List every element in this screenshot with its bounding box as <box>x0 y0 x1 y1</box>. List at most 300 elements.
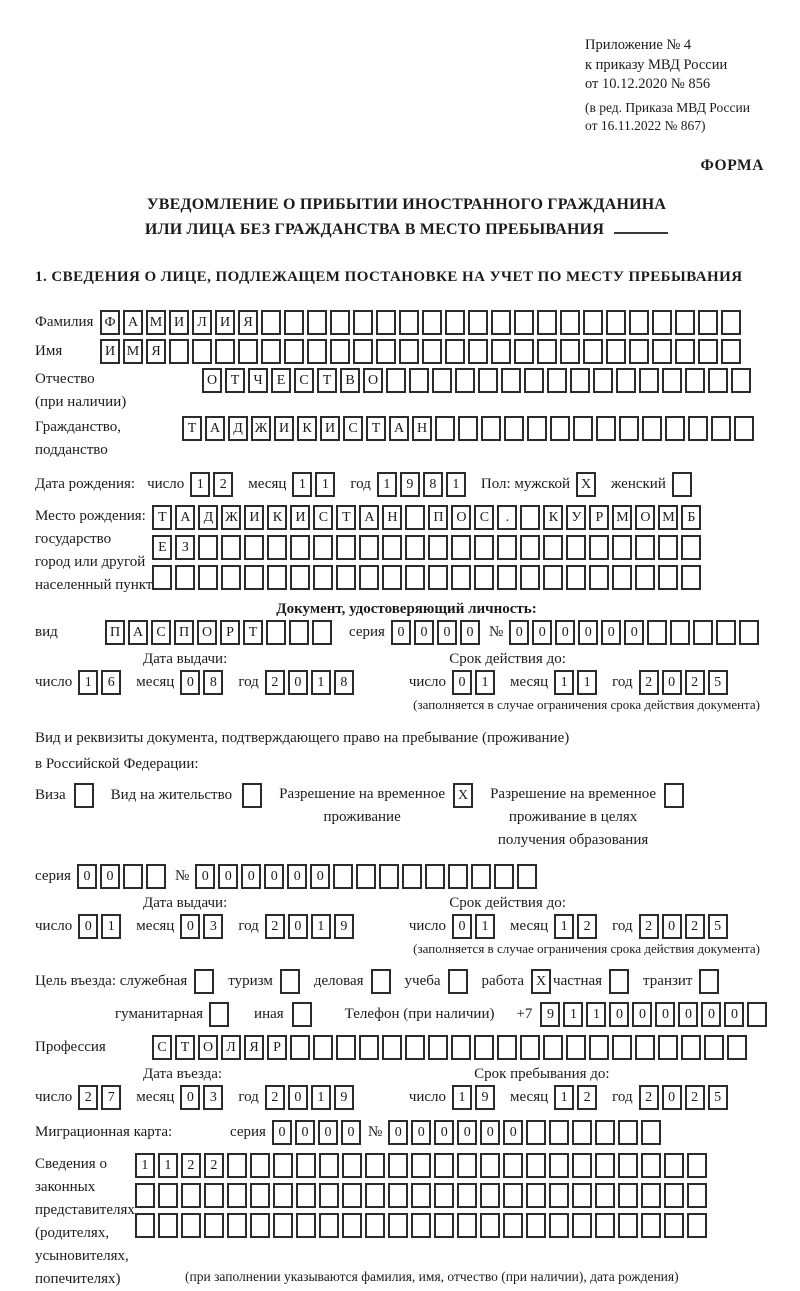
char-box[interactable] <box>175 565 195 590</box>
char-box[interactable]: И <box>320 416 340 441</box>
char-box[interactable]: 2 <box>685 1085 705 1110</box>
char-box[interactable] <box>388 1153 408 1178</box>
char-box[interactable] <box>658 535 678 560</box>
char-box[interactable] <box>376 339 396 364</box>
char-box[interactable]: 2 <box>577 1085 597 1110</box>
char-box[interactable] <box>698 310 718 335</box>
char-box[interactable] <box>451 1035 471 1060</box>
char-box[interactable]: 0 <box>662 670 682 695</box>
char-box[interactable] <box>687 1213 707 1238</box>
char-box[interactable] <box>445 310 465 335</box>
char-box[interactable] <box>290 535 310 560</box>
char-box[interactable] <box>589 565 609 590</box>
char-box[interactable] <box>727 1035 747 1060</box>
char-box[interactable] <box>428 1035 448 1060</box>
char-box[interactable]: 8 <box>423 472 443 497</box>
char-box[interactable] <box>687 1183 707 1208</box>
char-box[interactable] <box>520 1035 540 1060</box>
char-box[interactable]: 0 <box>288 1085 308 1110</box>
char-box[interactable]: 0 <box>180 670 200 695</box>
char-box[interactable]: С <box>151 620 171 645</box>
char-box[interactable]: 0 <box>601 620 621 645</box>
char-box[interactable] <box>517 864 537 889</box>
char-box[interactable]: К <box>543 505 563 530</box>
char-box[interactable] <box>572 1183 592 1208</box>
char-box[interactable]: Т <box>175 1035 195 1060</box>
char-box[interactable]: 1 <box>158 1153 178 1178</box>
char-box[interactable]: А <box>123 310 143 335</box>
char-box[interactable]: З <box>175 535 195 560</box>
char-box[interactable] <box>250 1213 270 1238</box>
char-box[interactable] <box>434 1213 454 1238</box>
char-box[interactable]: 5 <box>708 1085 728 1110</box>
char-box[interactable] <box>658 1035 678 1060</box>
char-box[interactable] <box>123 864 143 889</box>
char-box[interactable]: А <box>128 620 148 645</box>
char-box[interactable]: К <box>297 416 317 441</box>
char-box[interactable] <box>386 368 406 393</box>
char-box[interactable]: 9 <box>334 914 354 939</box>
char-box[interactable]: О <box>451 505 471 530</box>
char-box[interactable] <box>721 339 741 364</box>
char-box[interactable] <box>261 310 281 335</box>
male-checkbox[interactable]: X <box>576 472 596 497</box>
char-box[interactable] <box>342 1213 362 1238</box>
char-box[interactable]: 9 <box>334 1085 354 1110</box>
char-box[interactable] <box>198 565 218 590</box>
char-box[interactable] <box>296 1213 316 1238</box>
char-box[interactable] <box>619 416 639 441</box>
char-box[interactable] <box>451 535 471 560</box>
char-box[interactable] <box>629 310 649 335</box>
char-box[interactable] <box>457 1153 477 1178</box>
char-box[interactable]: Я <box>238 310 258 335</box>
char-box[interactable]: 0 <box>218 864 238 889</box>
char-box[interactable]: П <box>105 620 125 645</box>
char-box[interactable] <box>319 1213 339 1238</box>
char-box[interactable] <box>664 1153 684 1178</box>
char-box[interactable] <box>266 620 286 645</box>
char-box[interactable] <box>595 1120 615 1145</box>
char-box[interactable]: 0 <box>78 914 98 939</box>
char-box[interactable] <box>566 535 586 560</box>
char-box[interactable] <box>503 1183 523 1208</box>
char-box[interactable] <box>428 565 448 590</box>
char-box[interactable] <box>560 310 580 335</box>
char-box[interactable]: 0 <box>437 620 457 645</box>
char-box[interactable]: 0 <box>434 1120 454 1145</box>
char-box[interactable] <box>514 339 534 364</box>
char-box[interactable]: 0 <box>241 864 261 889</box>
char-box[interactable]: Н <box>382 505 402 530</box>
char-box[interactable] <box>549 1153 569 1178</box>
char-box[interactable]: Т <box>152 505 172 530</box>
char-box[interactable] <box>261 339 281 364</box>
char-box[interactable]: 1 <box>475 670 495 695</box>
char-box[interactable] <box>333 864 353 889</box>
char-box[interactable] <box>312 620 332 645</box>
char-box[interactable]: Н <box>412 416 432 441</box>
char-box[interactable] <box>639 368 659 393</box>
char-box[interactable]: 9 <box>400 472 420 497</box>
char-box[interactable]: О <box>363 368 383 393</box>
char-box[interactable]: 0 <box>77 864 97 889</box>
char-box[interactable] <box>497 1035 517 1060</box>
char-box[interactable]: Ч <box>248 368 268 393</box>
char-box[interactable] <box>457 1183 477 1208</box>
char-box[interactable] <box>497 535 517 560</box>
char-box[interactable] <box>549 1120 569 1145</box>
char-box[interactable]: 0 <box>341 1120 361 1145</box>
char-box[interactable] <box>434 1183 454 1208</box>
char-box[interactable] <box>514 310 534 335</box>
char-box[interactable] <box>365 1153 385 1178</box>
char-box[interactable] <box>376 310 396 335</box>
char-box[interactable]: 8 <box>203 670 223 695</box>
char-box[interactable] <box>618 1183 638 1208</box>
char-box[interactable] <box>382 1035 402 1060</box>
char-box[interactable] <box>273 1153 293 1178</box>
char-box[interactable] <box>526 1153 546 1178</box>
char-box[interactable]: Т <box>366 416 386 441</box>
char-box[interactable] <box>670 620 690 645</box>
char-box[interactable] <box>641 1213 661 1238</box>
char-box[interactable]: 1 <box>101 914 121 939</box>
char-box[interactable]: 2 <box>639 1085 659 1110</box>
char-box[interactable]: 7 <box>101 1085 121 1110</box>
char-box[interactable]: П <box>428 505 448 530</box>
char-box[interactable]: 2 <box>685 914 705 939</box>
char-box[interactable] <box>455 368 475 393</box>
char-box[interactable] <box>731 368 751 393</box>
char-box[interactable]: 0 <box>509 620 529 645</box>
char-box[interactable] <box>135 1183 155 1208</box>
purpose-other-checkbox[interactable] <box>292 1002 312 1027</box>
char-box[interactable] <box>435 416 455 441</box>
char-box[interactable]: С <box>313 505 333 530</box>
char-box[interactable] <box>480 1213 500 1238</box>
char-box[interactable] <box>353 339 373 364</box>
char-box[interactable] <box>704 1035 724 1060</box>
char-box[interactable] <box>336 565 356 590</box>
char-box[interactable] <box>526 1120 546 1145</box>
char-box[interactable] <box>503 1153 523 1178</box>
char-box[interactable] <box>474 565 494 590</box>
char-box[interactable]: 0 <box>532 620 552 645</box>
char-box[interactable] <box>641 1153 661 1178</box>
char-box[interactable]: Д <box>228 416 248 441</box>
char-box[interactable] <box>658 565 678 590</box>
char-box[interactable] <box>382 535 402 560</box>
char-box[interactable]: 1 <box>135 1153 155 1178</box>
char-box[interactable] <box>589 1035 609 1060</box>
char-box[interactable]: Т <box>225 368 245 393</box>
char-box[interactable]: А <box>359 505 379 530</box>
char-box[interactable] <box>664 1183 684 1208</box>
char-box[interactable] <box>290 565 310 590</box>
char-box[interactable]: С <box>294 368 314 393</box>
char-box[interactable] <box>411 1213 431 1238</box>
char-box[interactable]: 0 <box>414 620 434 645</box>
char-box[interactable]: И <box>274 416 294 441</box>
char-box[interactable]: 1 <box>311 1085 331 1110</box>
char-box[interactable] <box>501 368 521 393</box>
char-box[interactable] <box>336 1035 356 1060</box>
char-box[interactable] <box>698 339 718 364</box>
char-box[interactable] <box>573 416 593 441</box>
char-box[interactable] <box>711 416 731 441</box>
char-box[interactable]: Ж <box>251 416 271 441</box>
char-box[interactable]: А <box>175 505 195 530</box>
char-box[interactable] <box>289 620 309 645</box>
char-box[interactable] <box>675 310 695 335</box>
char-box[interactable] <box>504 416 524 441</box>
char-box[interactable] <box>547 368 567 393</box>
purpose-private-checkbox[interactable] <box>609 969 629 994</box>
char-box[interactable]: 1 <box>377 472 397 497</box>
char-box[interactable] <box>267 565 287 590</box>
char-box[interactable] <box>158 1213 178 1238</box>
char-box[interactable] <box>629 339 649 364</box>
char-box[interactable]: 0 <box>318 1120 338 1145</box>
char-box[interactable] <box>319 1153 339 1178</box>
char-box[interactable] <box>747 1002 767 1027</box>
char-box[interactable] <box>494 864 514 889</box>
char-box[interactable] <box>221 565 241 590</box>
char-box[interactable]: Е <box>271 368 291 393</box>
purpose-tourism-checkbox[interactable] <box>280 969 300 994</box>
char-box[interactable] <box>618 1213 638 1238</box>
char-box[interactable]: 0 <box>460 620 480 645</box>
char-box[interactable] <box>169 339 189 364</box>
char-box[interactable]: 0 <box>272 1120 292 1145</box>
purpose-work-checkbox[interactable]: X <box>531 969 551 994</box>
char-box[interactable] <box>572 1153 592 1178</box>
char-box[interactable] <box>583 339 603 364</box>
char-box[interactable]: 0 <box>632 1002 652 1027</box>
char-box[interactable] <box>181 1213 201 1238</box>
char-box[interactable]: 0 <box>457 1120 477 1145</box>
char-box[interactable] <box>589 535 609 560</box>
char-box[interactable] <box>543 1035 563 1060</box>
char-box[interactable] <box>583 310 603 335</box>
char-box[interactable] <box>382 565 402 590</box>
char-box[interactable] <box>543 565 563 590</box>
char-box[interactable] <box>593 368 613 393</box>
char-box[interactable] <box>474 1035 494 1060</box>
char-box[interactable]: 2 <box>78 1085 98 1110</box>
char-box[interactable] <box>365 1183 385 1208</box>
char-box[interactable] <box>405 565 425 590</box>
char-box[interactable] <box>478 368 498 393</box>
char-box[interactable]: 1 <box>554 670 574 695</box>
char-box[interactable] <box>353 310 373 335</box>
char-box[interactable] <box>716 620 736 645</box>
char-box[interactable] <box>284 310 304 335</box>
char-box[interactable] <box>503 1213 523 1238</box>
char-box[interactable] <box>543 535 563 560</box>
char-box[interactable] <box>491 339 511 364</box>
char-box[interactable] <box>468 310 488 335</box>
char-box[interactable]: Р <box>589 505 609 530</box>
char-box[interactable] <box>221 535 241 560</box>
char-box[interactable] <box>388 1183 408 1208</box>
char-box[interactable]: Р <box>267 1035 287 1060</box>
char-box[interactable] <box>520 505 540 530</box>
char-box[interactable] <box>595 1183 615 1208</box>
char-box[interactable]: 2 <box>213 472 233 497</box>
char-box[interactable]: Д <box>198 505 218 530</box>
char-box[interactable] <box>198 535 218 560</box>
temp-residence-checkbox[interactable]: X <box>453 783 473 808</box>
char-box[interactable]: Ф <box>100 310 120 335</box>
char-box[interactable] <box>379 864 399 889</box>
char-box[interactable]: А <box>389 416 409 441</box>
char-box[interactable] <box>566 565 586 590</box>
char-box[interactable] <box>664 1213 684 1238</box>
char-box[interactable]: 0 <box>555 620 575 645</box>
char-box[interactable] <box>445 339 465 364</box>
char-box[interactable]: 0 <box>655 1002 675 1027</box>
char-box[interactable] <box>641 1120 661 1145</box>
char-box[interactable] <box>647 620 667 645</box>
char-box[interactable] <box>665 416 685 441</box>
char-box[interactable] <box>273 1183 293 1208</box>
char-box[interactable]: 1 <box>554 914 574 939</box>
char-box[interactable] <box>734 416 754 441</box>
char-box[interactable]: 0 <box>480 1120 500 1145</box>
char-box[interactable] <box>405 1035 425 1060</box>
char-box[interactable] <box>227 1183 247 1208</box>
char-box[interactable]: 0 <box>100 864 120 889</box>
char-box[interactable] <box>635 565 655 590</box>
char-box[interactable] <box>359 565 379 590</box>
char-box[interactable]: 0 <box>724 1002 744 1027</box>
char-box[interactable]: . <box>497 505 517 530</box>
char-box[interactable]: 0 <box>264 864 284 889</box>
char-box[interactable]: М <box>658 505 678 530</box>
purpose-transit-checkbox[interactable] <box>699 969 719 994</box>
char-box[interactable] <box>537 339 557 364</box>
char-box[interactable] <box>296 1153 316 1178</box>
char-box[interactable]: 1 <box>586 1002 606 1027</box>
char-box[interactable] <box>652 310 672 335</box>
char-box[interactable] <box>411 1183 431 1208</box>
char-box[interactable]: 2 <box>265 670 285 695</box>
char-box[interactable] <box>606 310 626 335</box>
char-box[interactable]: 1 <box>577 670 597 695</box>
char-box[interactable] <box>685 368 705 393</box>
char-box[interactable] <box>458 416 478 441</box>
char-box[interactable]: 2 <box>265 914 285 939</box>
char-box[interactable] <box>612 1035 632 1060</box>
char-box[interactable]: 9 <box>540 1002 560 1027</box>
char-box[interactable] <box>250 1153 270 1178</box>
char-box[interactable]: С <box>474 505 494 530</box>
char-box[interactable] <box>135 1213 155 1238</box>
char-box[interactable]: М <box>123 339 143 364</box>
char-box[interactable] <box>405 535 425 560</box>
char-box[interactable] <box>612 535 632 560</box>
char-box[interactable]: Я <box>244 1035 264 1060</box>
visa-checkbox[interactable] <box>74 783 94 808</box>
char-box[interactable] <box>549 1183 569 1208</box>
char-box[interactable] <box>330 339 350 364</box>
char-box[interactable]: 0 <box>503 1120 523 1145</box>
char-box[interactable] <box>307 339 327 364</box>
char-box[interactable] <box>481 416 501 441</box>
char-box[interactable]: 2 <box>685 670 705 695</box>
char-box[interactable] <box>675 339 695 364</box>
char-box[interactable]: 5 <box>708 914 728 939</box>
char-box[interactable] <box>480 1183 500 1208</box>
char-box[interactable] <box>497 565 517 590</box>
char-box[interactable] <box>267 535 287 560</box>
char-box[interactable] <box>560 339 580 364</box>
char-box[interactable] <box>681 565 701 590</box>
char-box[interactable]: 0 <box>701 1002 721 1027</box>
char-box[interactable]: 0 <box>388 1120 408 1145</box>
char-box[interactable] <box>596 416 616 441</box>
char-box[interactable]: О <box>197 620 217 645</box>
char-box[interactable] <box>721 310 741 335</box>
char-box[interactable]: 2 <box>181 1153 201 1178</box>
char-box[interactable] <box>474 535 494 560</box>
char-box[interactable]: И <box>290 505 310 530</box>
char-box[interactable]: М <box>612 505 632 530</box>
char-box[interactable] <box>411 1153 431 1178</box>
char-box[interactable]: С <box>343 416 363 441</box>
char-box[interactable]: 0 <box>287 864 307 889</box>
char-box[interactable]: И <box>215 310 235 335</box>
char-box[interactable] <box>635 535 655 560</box>
char-box[interactable] <box>549 1213 569 1238</box>
char-box[interactable] <box>448 864 468 889</box>
char-box[interactable] <box>405 505 425 530</box>
char-box[interactable]: 2 <box>639 914 659 939</box>
char-box[interactable]: Т <box>243 620 263 645</box>
char-box[interactable] <box>146 864 166 889</box>
char-box[interactable] <box>457 1213 477 1238</box>
char-box[interactable]: О <box>635 505 655 530</box>
char-box[interactable]: 0 <box>180 914 200 939</box>
char-box[interactable] <box>428 535 448 560</box>
char-box[interactable]: 0 <box>609 1002 629 1027</box>
char-box[interactable]: 0 <box>662 914 682 939</box>
char-box[interactable]: 2 <box>265 1085 285 1110</box>
char-box[interactable]: Т <box>317 368 337 393</box>
char-box[interactable] <box>422 339 442 364</box>
char-box[interactable]: О <box>198 1035 218 1060</box>
char-box[interactable]: 0 <box>295 1120 315 1145</box>
char-box[interactable] <box>595 1153 615 1178</box>
char-box[interactable] <box>451 565 471 590</box>
char-box[interactable]: 1 <box>292 472 312 497</box>
char-box[interactable] <box>526 1183 546 1208</box>
char-box[interactable]: И <box>244 505 264 530</box>
char-box[interactable] <box>572 1120 592 1145</box>
char-box[interactable]: И <box>169 310 189 335</box>
char-box[interactable] <box>635 1035 655 1060</box>
char-box[interactable] <box>520 535 540 560</box>
char-box[interactable] <box>491 310 511 335</box>
char-box[interactable] <box>215 339 235 364</box>
char-box[interactable] <box>204 1183 224 1208</box>
char-box[interactable] <box>537 310 557 335</box>
char-box[interactable] <box>616 368 636 393</box>
char-box[interactable] <box>618 1153 638 1178</box>
char-box[interactable] <box>227 1153 247 1178</box>
